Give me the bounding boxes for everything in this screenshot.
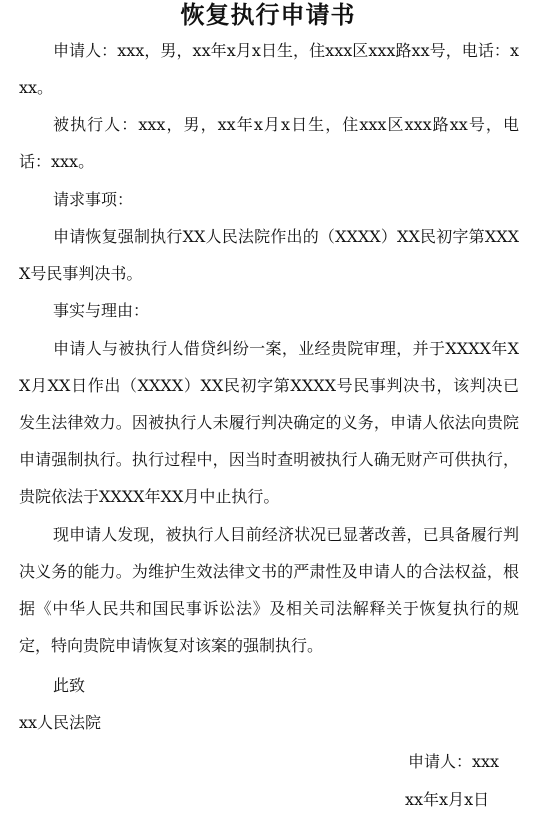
- request-heading: 请求事项：: [53, 190, 134, 209]
- applicant-info: 申请人：xxx，男，xx年x月x日生，住xxx区xxx路xx号，电话：xxx。: [19, 41, 519, 97]
- request-body: 申请恢复强制执行XX人民法院作出的（XXXX）XX民初字第XXXX号民事判决书。: [19, 227, 519, 283]
- closing-phrase: 此致: [53, 676, 86, 695]
- document-title: 恢复执行申请书: [180, 0, 356, 29]
- facts-heading: 事实与理由：: [53, 301, 150, 320]
- respondent-info: 被执行人：xxx，男，xx年x月x日生，住xxx区xxx路xx号，电话：xxx。: [19, 115, 519, 171]
- court-name: xx人民法院: [19, 713, 102, 732]
- application-date: xx年x月x日: [405, 790, 490, 809]
- applicant-signature: 申请人：xxx: [408, 752, 500, 771]
- facts-paragraph-1: 申请人与被执行人借贷纠纷一案，业经贵院审理，并于XXXX年XX月XX日作出（XXXX）XX民初字第XXXX号民事判决书，该判决已发生法律效力。因被执行人未履行判决确定的义务，申请人依法向贵院申请强制执行。执行过程中，因当时查明被执行人确无财产可供执行，贵院依法于XXXX年XX月中止执行。: [19, 339, 519, 506]
- facts-paragraph-2: 现申请人发现，被执行人目前经济状况已显著改善，已具备履行判决义务的能力。为维护生效法律文书的严肃性及申请人的合法权益，根据《中华人民共和国民事诉讼法》及相关司法解释关于恢复执行的规定，特向贵院申请恢复对该案的强制执行。: [19, 525, 519, 655]
